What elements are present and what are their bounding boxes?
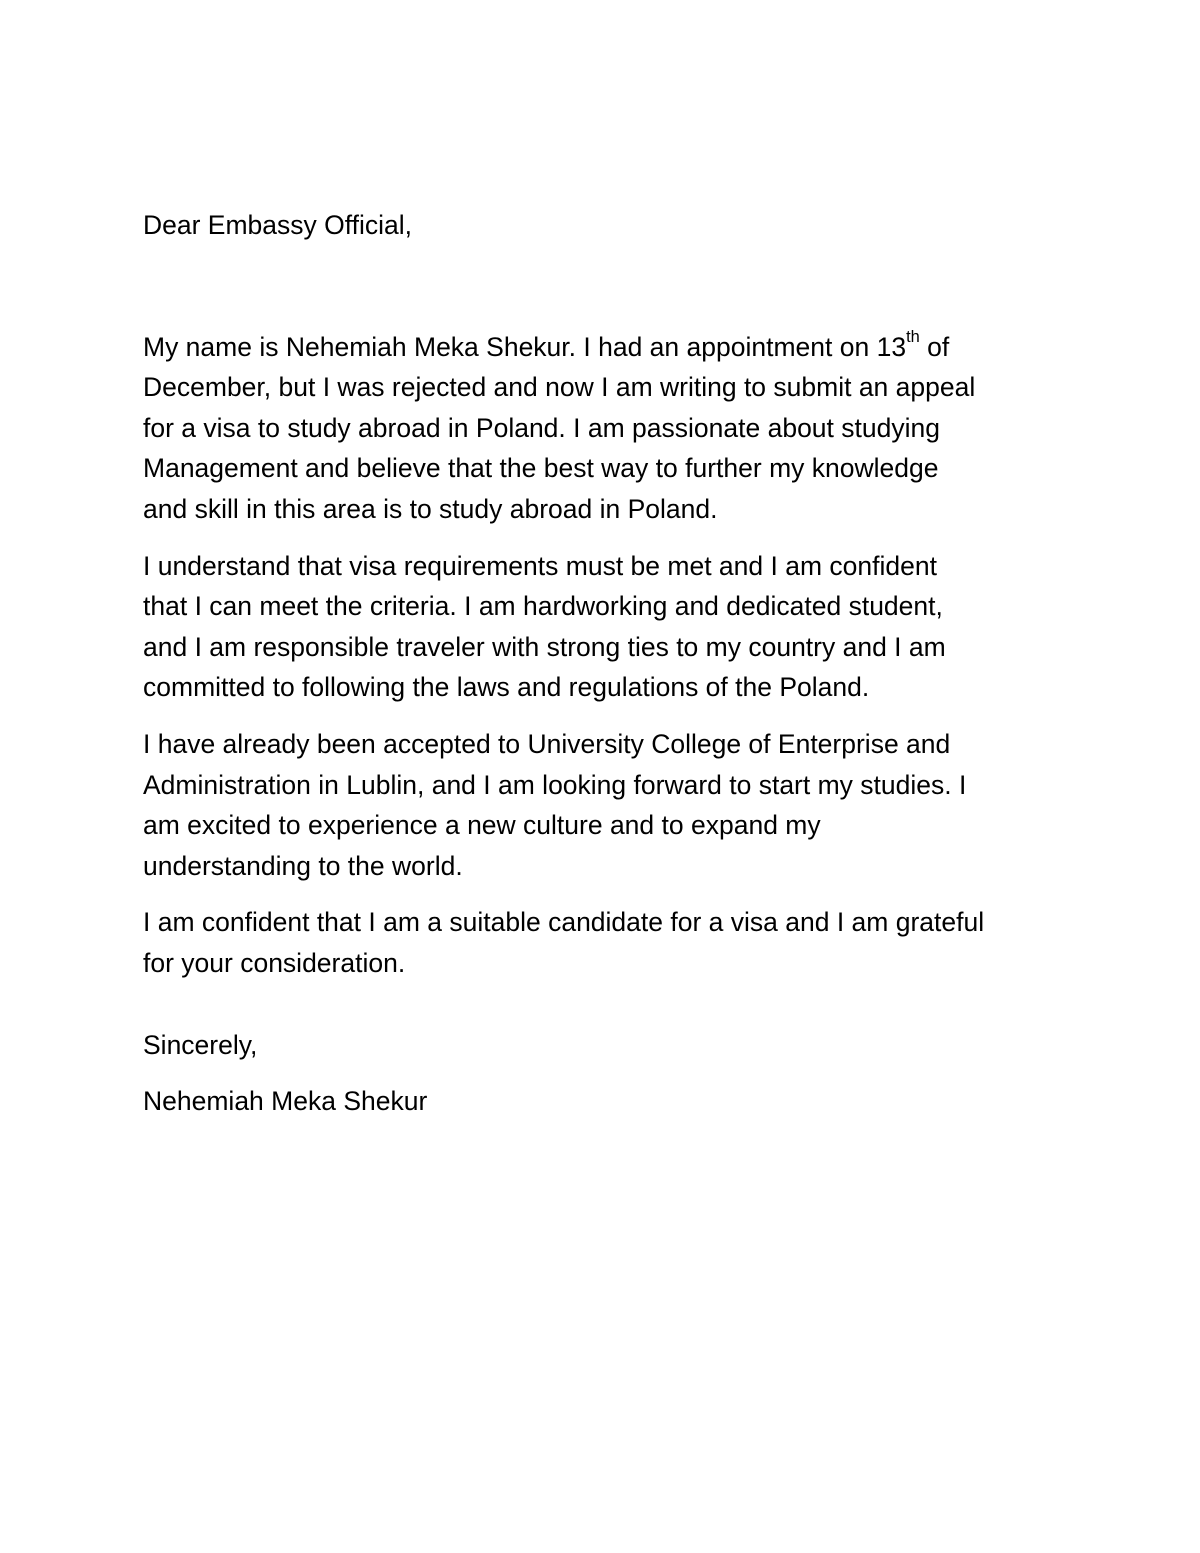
signature-name: Nehemiah Meka Shekur: [143, 1086, 428, 1117]
paragraph-conclusion: [143, 902, 1068, 983]
paragraph-line: for your consideration.: [143, 947, 406, 978]
paragraph-line: I have already been accepted to University College of Enterprise and: [143, 728, 951, 759]
closing-block: [143, 1025, 1068, 1122]
paragraph-line: that I can meet the criteria. I am hardworking and dedicated student,: [143, 591, 943, 622]
letter-body: [143, 205, 1068, 1122]
paragraph-requirements: [143, 546, 1068, 708]
paragraph-line: I understand that visa requirements must be met and I am confident: [143, 550, 937, 581]
paragraph-line: Management and believe that the best way to further my knowledge: [143, 453, 939, 484]
paragraph-line: committed to following the laws and regulations of the Poland.: [143, 672, 870, 703]
paragraph-line: and I am responsible traveler with strong ties to my country and I am: [143, 631, 946, 662]
closing: Sincerely,: [143, 1029, 258, 1060]
text-run: of: [919, 331, 950, 362]
ordinal-suffix: th: [906, 328, 920, 347]
paragraph-line: December, but I was rejected and now I am writing to submit an appeal: [143, 372, 976, 403]
paragraph-acceptance: [143, 724, 1068, 886]
paragraph-line: understanding to the world.: [143, 850, 463, 881]
paragraph-line: for a visa to study abroad in Poland. I am passionate about studying: [143, 412, 940, 443]
paragraph-line: Administration in Lublin, and I am looking forward to start my studies. I: [143, 769, 967, 800]
paragraph-line: [143, 327, 1068, 368]
paragraph-line: am excited to experience a new culture and to expand my: [143, 810, 821, 841]
paragraph-line: and skill in this area is to study abroad in Poland.: [143, 493, 718, 524]
salutation: Dear Embassy Official,: [143, 210, 413, 240]
paragraph-intro: [143, 327, 1068, 530]
paragraph-line: I am confident that I am a suitable candidate for a visa and I am grateful: [143, 907, 985, 938]
text-run: My name is Nehemiah Meka Shekur. I had an appointment on 13: [143, 331, 907, 362]
